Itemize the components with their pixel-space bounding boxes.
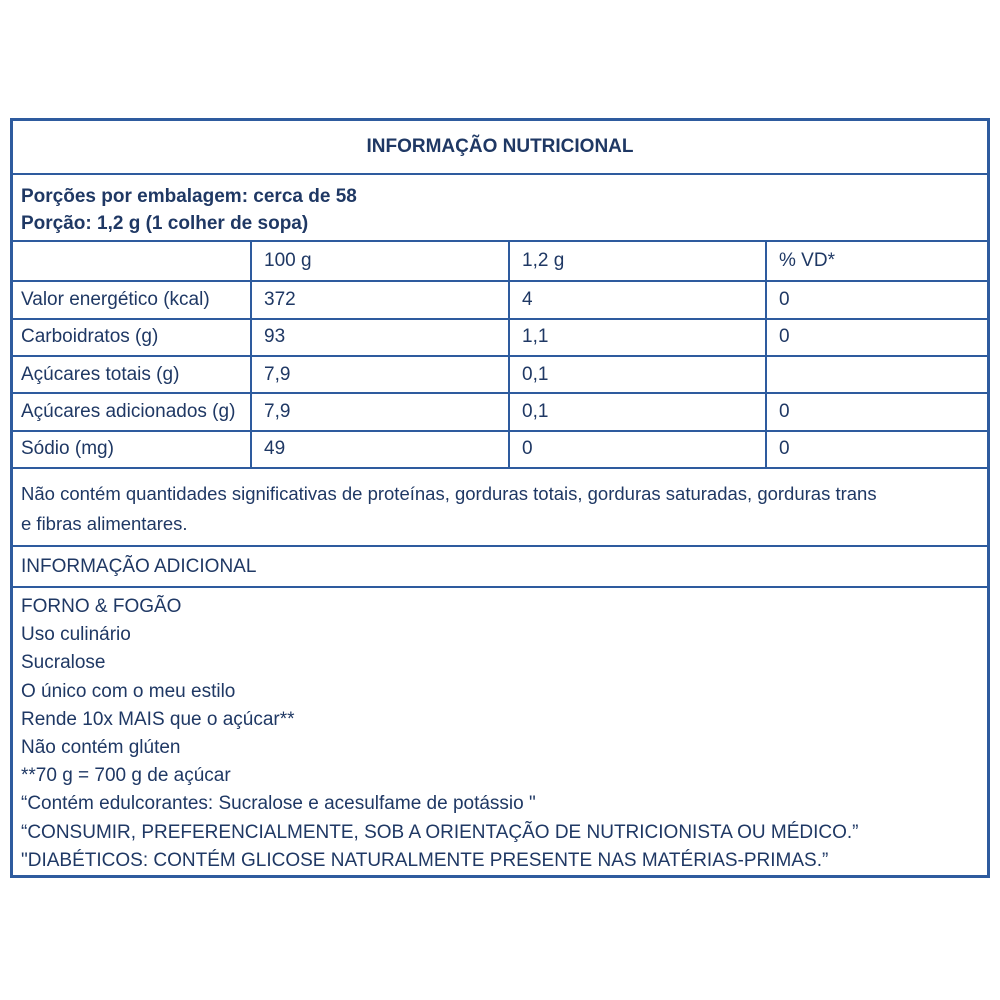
table-row-sodium (13, 432, 987, 469)
value-vd: 0 (765, 394, 987, 429)
value-100g: 7,9 (250, 357, 508, 392)
brand-name: FORNO & FOGÃO (21, 596, 182, 617)
additional-info-title: INFORMAÇÃO ADICIONAL (21, 555, 257, 577)
table-row-added-sugars (13, 394, 987, 431)
table-row-total-sugars (13, 357, 987, 394)
yield-claim: Rende 10x MAIS que o açúcar** (21, 708, 295, 730)
value-portion: 4 (508, 282, 765, 317)
note-line-2: e fibras alimentares. (21, 513, 188, 534)
col-header-100g: 100 g (250, 242, 508, 280)
nutrition-label (10, 118, 990, 878)
col-header-nutrient (13, 242, 250, 280)
sweeteners-statement: “Contém edulcorantes: Sucralose e acesulfame de potássio " (21, 793, 536, 815)
value-100g: 7,9 (250, 394, 508, 429)
value-portion: 0,1 (508, 394, 765, 429)
additional-info-header (13, 547, 987, 588)
label-header-row (13, 121, 987, 175)
note-line-1: Não contém quantidades significativas de proteínas, gorduras totais, gorduras saturadas, gorduras trans (21, 483, 877, 504)
gluten-free-line: Não contém glúten (21, 737, 181, 759)
value-portion: 1,1 (508, 320, 765, 355)
value-100g: 93 (250, 320, 508, 355)
value-vd: 0 (765, 320, 987, 355)
servings-per-package: Porções por embalagem: cerca de 58 (21, 186, 357, 207)
value-vd: 0 (765, 432, 987, 467)
value-100g: 49 (250, 432, 508, 467)
value-100g: 372 (250, 282, 508, 317)
table-row-energy (13, 282, 987, 319)
nutrient-label: Valor energético (kcal) (21, 288, 210, 310)
label-title: INFORMAÇÃO NUTRICIONAL (366, 136, 634, 157)
consumption-warning: “CONSUMIR, PREFERENCIALMENTE, SOB A ORIENTAÇÃO DE NUTRICIONISTA OU MÉDICO.” (21, 821, 859, 843)
nutrient-label: Sódio (mg) (21, 438, 114, 460)
value-vd: 0 (765, 282, 987, 317)
value-vd (765, 357, 987, 392)
no-significant-amounts-note (13, 469, 987, 547)
serving-size: Porção: 1,2 g (1 colher de sopa) (21, 213, 309, 234)
nutrient-label: Carboidratos (g) (21, 326, 159, 348)
value-portion: 0,1 (508, 357, 765, 392)
value-portion: 0 (508, 432, 765, 467)
col-header-vd: % VD* (765, 242, 987, 280)
sweetener-name: Sucralose (21, 652, 106, 674)
diabetics-warning: "DIABÉTICOS: CONTÉM GLICOSE NATURALMENTE PRESENTE NAS MATÉRIAS-PRIMAS.” (21, 849, 829, 871)
usage-line: Uso culinário (21, 624, 131, 646)
col-header-portion: 1,2 g (508, 242, 765, 280)
additional-info-section (13, 588, 987, 875)
table-header-row (13, 242, 987, 282)
nutrient-label: Açúcares adicionados (g) (21, 400, 236, 422)
equivalence-note: **70 g = 700 g de açúcar (21, 765, 231, 787)
table-row-carbs (13, 320, 987, 357)
nutrient-label: Açúcares totais (g) (21, 363, 180, 385)
slogan-line: O único com o meu estilo (21, 680, 236, 702)
servings-section (13, 175, 987, 242)
